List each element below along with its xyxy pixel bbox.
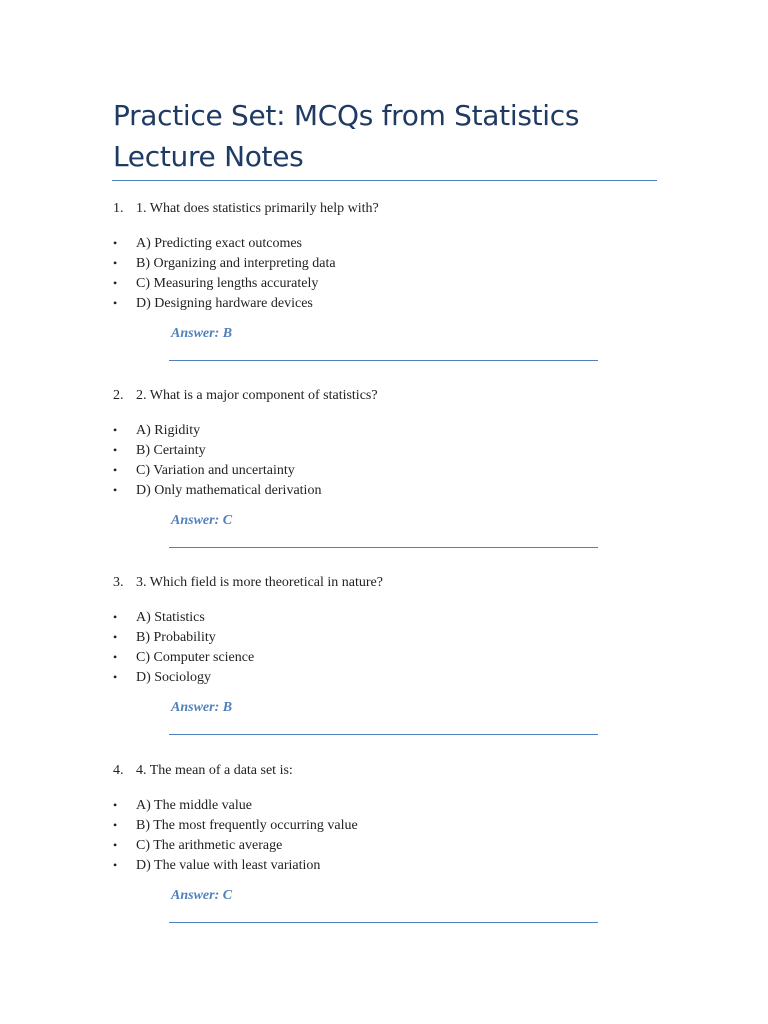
bullet-icon: • [113,236,118,250]
question-text: 3. Which field is more theoretical in nature? [136,575,383,590]
option-item [113,420,321,440]
question-text-line [113,200,379,218]
option-text: B) The most frequently occurring value [136,818,358,833]
option-item [113,440,321,460]
option-item [113,253,336,273]
bullet-icon: • [113,463,118,477]
question-1 [0,200,768,387]
question-number: 3. [113,575,124,590]
option-text: A) The middle value [136,798,252,813]
bullet-icon: • [113,423,118,437]
option-item [113,233,336,253]
option-item [113,667,254,687]
answer-label: Answer: B [171,326,233,341]
bullet-icon: • [113,650,118,664]
option-text: C) Computer science [136,650,255,665]
option-text: D) Only mathematical derivation [136,483,322,498]
option-text: A) Statistics [136,610,205,625]
question-4 [0,762,768,949]
option-item [113,835,358,855]
option-text: C) Variation and uncertainty [136,463,295,478]
option-item [113,273,336,293]
option-item [113,815,358,835]
option-text: C) Measuring lengths accurately [136,276,319,291]
option-item [113,607,254,627]
bullet-icon: • [113,610,118,624]
page-title: Practice Set: MCQs from Statistics Lecture Notes [113,99,580,173]
answer-divider [169,734,598,735]
option-item [113,460,321,480]
bullet-icon: • [113,818,118,832]
answer-divider [169,360,598,361]
option-list [113,607,254,687]
question-text-line [113,387,378,405]
title-divider [112,180,657,181]
bullet-icon: • [113,858,118,872]
option-text: B) Certainty [136,443,206,458]
question-3 [0,574,768,761]
bullet-icon: • [113,296,118,310]
option-text: B) Probability [136,630,216,645]
question-text-line [113,762,293,780]
option-item [113,855,358,875]
option-text: A) Rigidity [136,423,201,438]
question-2 [0,387,768,574]
answer-label: Answer: C [171,888,233,903]
option-text: C) The arithmetic average [136,838,283,853]
question-text: 1. What does statistics primarily help with? [136,201,379,216]
question-text: 4. The mean of a data set is: [136,763,293,778]
option-text: D) The value with least variation [136,858,321,873]
option-list [113,420,321,500]
question-text-line [113,574,383,592]
answer-divider [169,922,598,923]
option-list [113,233,336,313]
answer-divider [169,547,598,548]
answer-label: Answer: C [171,513,233,528]
bullet-icon: • [113,838,118,852]
option-text: A) Predicting exact outcomes [136,236,303,251]
option-text: B) Organizing and interpreting data [136,256,336,271]
bullet-icon: • [113,276,118,290]
bullet-icon: • [113,483,118,497]
question-text: 2. What is a major component of statistics? [136,388,378,403]
question-number: 2. [113,388,124,403]
bullet-icon: • [113,670,118,684]
bullet-icon: • [113,798,118,812]
bullet-icon: • [113,256,118,270]
option-item [113,627,254,647]
option-item [113,795,358,815]
option-item [113,293,336,313]
answer-label: Answer: B [171,700,233,715]
question-number: 1. [113,201,124,216]
option-text: D) Sociology [136,670,212,685]
option-item [113,647,254,667]
option-item [113,480,321,500]
option-text: D) Designing hardware devices [136,296,313,311]
bullet-icon: • [113,443,118,457]
option-list [113,795,358,875]
bullet-icon: • [113,630,118,644]
question-number: 4. [113,763,124,778]
